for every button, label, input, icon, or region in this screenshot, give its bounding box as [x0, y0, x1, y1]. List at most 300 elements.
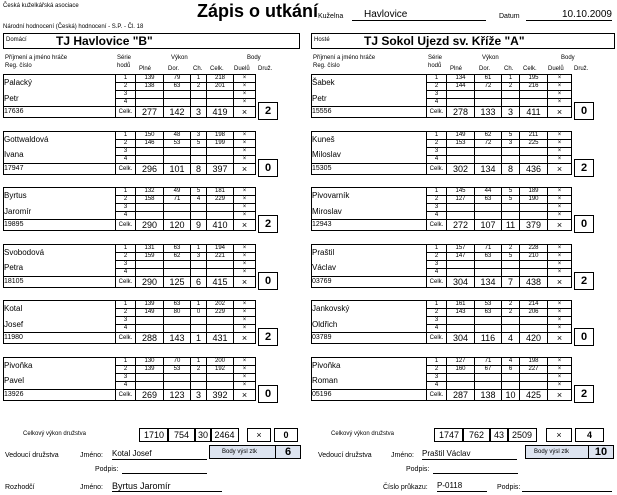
duel-mark: × — [548, 83, 572, 91]
away-player-block — [311, 357, 607, 414]
celk-label: Celk. — [427, 389, 447, 400]
game-cell: 63 — [475, 196, 502, 204]
duel-mark: × — [548, 163, 572, 174]
home-player-block — [3, 74, 299, 131]
referee-name: Byrtus Jaromír — [112, 481, 222, 492]
away-sign-label: Podpis: — [406, 466, 430, 473]
reg-number: 03789 — [312, 333, 427, 344]
sum-cell: 278 — [447, 107, 475, 118]
game-cell: 4 — [191, 196, 207, 204]
duel-mark: × — [234, 107, 256, 118]
game-cell — [136, 204, 164, 212]
duel-mark: × — [234, 333, 256, 344]
game-cell: 3 — [116, 373, 136, 381]
sum-cell: 9 — [191, 220, 207, 231]
col-celk: Celk. — [210, 66, 224, 72]
duel-mark: × — [548, 317, 572, 325]
game-cell — [164, 373, 191, 381]
home-total-row — [3, 427, 299, 441]
home-player-block — [3, 357, 299, 414]
col-dor: Dor. — [479, 66, 491, 72]
game-cell: 3 — [191, 131, 207, 139]
game-cell — [191, 91, 207, 99]
away-player-block — [311, 187, 607, 244]
game-cell — [475, 155, 502, 163]
sum-cell: 134 — [475, 163, 502, 174]
player-points: 2 — [258, 328, 278, 346]
game-cell: 5 — [502, 131, 520, 139]
game-cell: 229 — [207, 309, 234, 317]
sum-cell: 142 — [164, 107, 191, 118]
player-firstname: Petra — [4, 260, 116, 276]
game-cell: 62 — [475, 131, 502, 139]
game-cell: 2 — [427, 196, 447, 204]
player-surname: Pivoňka — [312, 357, 427, 373]
game-cell: 4 — [116, 99, 136, 107]
away-body-value: 10 — [588, 446, 613, 458]
game-cell: 139 — [136, 301, 164, 309]
col-player: Příjmení a jméno hráče — [313, 55, 376, 61]
game-cell: 3 — [427, 373, 447, 381]
player-surname: Byrtus — [4, 188, 116, 204]
game-cell: 1 — [116, 301, 136, 309]
away-name-label: Jméno: — [391, 452, 414, 459]
game-cell — [191, 373, 207, 381]
game-cell — [207, 260, 234, 268]
away-total-plne: 1747 — [434, 428, 464, 442]
game-cell — [475, 91, 502, 99]
duel-mark: × — [548, 252, 572, 260]
game-cell — [502, 325, 520, 333]
game-cell — [207, 204, 234, 212]
sum-cell: 431 — [207, 333, 234, 344]
sum-cell: 288 — [136, 333, 164, 344]
col-serie: Série — [428, 55, 443, 61]
player-firstname: Oldřich — [312, 317, 427, 333]
duel-mark: × — [234, 325, 256, 333]
home-leader-label: Vedoucí družstva — [5, 452, 59, 459]
duel-mark: × — [234, 75, 256, 83]
game-cell — [447, 325, 475, 333]
player-firstname: Josef — [4, 317, 116, 333]
game-cell — [475, 147, 502, 155]
game-cell — [136, 155, 164, 163]
game-cell: 206 — [520, 309, 548, 317]
game-cell: 1 — [427, 301, 447, 309]
game-cell — [164, 212, 191, 220]
game-row — [312, 188, 572, 196]
game-cell — [502, 147, 520, 155]
game-cell: 1 — [191, 75, 207, 83]
game-cell — [475, 325, 502, 333]
sum-cell: 290 — [136, 276, 164, 287]
sum-cell: 436 — [520, 163, 548, 174]
game-cell: 1 — [427, 188, 447, 196]
reg-number: 12943 — [312, 220, 427, 231]
reg-number: 15556 — [312, 107, 427, 118]
game-cell: 195 — [520, 75, 548, 83]
sum-cell: 302 — [447, 163, 475, 174]
game-row — [312, 373, 572, 381]
sum-cell: 290 — [136, 220, 164, 231]
home-block — [3, 52, 299, 413]
permit-value: P-0118 — [437, 481, 487, 492]
duel-mark: × — [234, 91, 256, 99]
game-cell: 199 — [207, 139, 234, 147]
reg-number: 13926 — [4, 389, 116, 400]
sum-cell: 116 — [475, 333, 502, 344]
player-points: 0 — [258, 385, 278, 403]
game-cell — [520, 268, 548, 276]
game-cell: 49 — [164, 188, 191, 196]
home-column-header — [3, 52, 299, 74]
game-cell: 192 — [207, 365, 234, 373]
sum-row — [4, 163, 256, 174]
away-total-label: Celkový výkon družstva — [331, 431, 395, 437]
duel-mark: × — [234, 365, 256, 373]
sum-cell: 392 — [207, 389, 234, 400]
game-cell: 3 — [116, 317, 136, 325]
reg-number: 17636 — [4, 107, 116, 118]
duel-mark: × — [234, 163, 256, 174]
game-cell: 2 — [116, 83, 136, 91]
reg-number: 19895 — [4, 220, 116, 231]
game-cell: 143 — [447, 309, 475, 317]
game-cell — [164, 91, 191, 99]
game-cell — [502, 212, 520, 220]
game-cell: 158 — [136, 196, 164, 204]
game-cell: 63 — [164, 244, 191, 252]
duel-mark: × — [234, 381, 256, 389]
game-cell — [447, 99, 475, 107]
home-total-plne: 1710 — [139, 428, 169, 442]
away-referee-sign-label: Podpis: — [497, 484, 521, 491]
game-cell — [136, 147, 164, 155]
game-cell — [502, 373, 520, 381]
game-cell — [191, 317, 207, 325]
game-cell: 2 — [502, 244, 520, 252]
away-total-celk: 2509 — [507, 428, 537, 442]
sum-cell: 138 — [475, 389, 502, 400]
home-name-label: Jméno: — [80, 452, 103, 459]
game-cell: 1 — [116, 357, 136, 365]
game-cell — [520, 91, 548, 99]
game-cell: 1 — [116, 244, 136, 252]
away-total-points: 4 — [575, 428, 604, 442]
game-cell: 210 — [520, 252, 548, 260]
game-cell — [475, 373, 502, 381]
game-cell — [191, 99, 207, 107]
game-cell: 5 — [502, 188, 520, 196]
game-cell: 63 — [475, 309, 502, 317]
game-row — [4, 373, 256, 381]
game-cell — [136, 212, 164, 220]
game-cell — [475, 99, 502, 107]
reg-number: 15305 — [312, 163, 427, 174]
duel-mark: × — [548, 212, 572, 220]
col-player: Příjmení a jméno hráče — [5, 55, 68, 61]
player-firstname: Pavel — [4, 373, 116, 389]
duel-mark: × — [548, 325, 572, 333]
away-body-box — [525, 445, 614, 459]
game-row — [312, 317, 572, 325]
game-cell — [447, 317, 475, 325]
game-cell — [207, 147, 234, 155]
col-dueli: Duelů — [548, 66, 564, 72]
duel-mark: × — [548, 333, 572, 344]
game-cell: 3 — [116, 147, 136, 155]
sum-row — [4, 107, 256, 118]
sum-row — [4, 220, 256, 231]
game-cell: 1 — [427, 75, 447, 83]
game-cell: 44 — [475, 188, 502, 196]
sum-cell: 296 — [136, 163, 164, 174]
away-team-box — [311, 33, 615, 49]
sum-cell: 10 — [502, 389, 520, 400]
player-firstname: Ivana — [4, 147, 116, 163]
game-cell: 3 — [427, 260, 447, 268]
duel-mark: × — [548, 244, 572, 252]
game-cell — [447, 268, 475, 276]
col-reg: Reg. číslo — [5, 63, 32, 69]
away-body-label: Body výsl ztk — [534, 449, 570, 455]
game-cell: 134 — [447, 75, 475, 83]
home-sign-line — [122, 463, 207, 474]
game-cell: 1 — [116, 131, 136, 139]
game-cell: 2 — [116, 252, 136, 260]
game-cell: 4 — [116, 325, 136, 333]
away-block — [311, 52, 607, 413]
away-label: Hosté — [314, 37, 330, 43]
game-cell: 80 — [164, 309, 191, 317]
date-label: Datum — [499, 13, 520, 20]
game-cell — [475, 268, 502, 276]
game-row — [4, 131, 256, 139]
game-cell: 201 — [207, 83, 234, 91]
game-row — [312, 147, 572, 155]
home-player-block — [3, 131, 299, 188]
game-cell — [136, 381, 164, 389]
game-row — [312, 301, 572, 309]
game-cell: 132 — [136, 188, 164, 196]
player-firstname: Petr — [4, 91, 116, 107]
home-leader-name: Kotal Josef — [112, 449, 207, 460]
player-points: 0 — [574, 215, 594, 233]
game-row — [312, 357, 572, 365]
celk-label: Celk. — [427, 107, 447, 118]
col-body: Body — [561, 55, 575, 61]
game-cell: 161 — [447, 301, 475, 309]
game-cell: 2 — [191, 83, 207, 91]
sum-cell: 123 — [164, 389, 191, 400]
game-cell: 127 — [447, 357, 475, 365]
home-body-value: 6 — [275, 446, 300, 458]
game-cell: 146 — [136, 139, 164, 147]
game-cell — [475, 317, 502, 325]
sum-row — [312, 107, 572, 118]
game-cell: 71 — [475, 357, 502, 365]
player-points: 2 — [574, 385, 594, 403]
game-cell — [447, 260, 475, 268]
col-plne: Plné — [139, 66, 152, 72]
game-cell: 198 — [520, 357, 548, 365]
duel-mark: × — [234, 268, 256, 276]
game-cell — [164, 155, 191, 163]
home-total-celk: 2464 — [210, 428, 239, 442]
game-cell — [475, 381, 502, 389]
game-cell: 139 — [136, 365, 164, 373]
sum-row — [312, 333, 572, 344]
duel-mark: × — [234, 204, 256, 212]
game-cell: 2 — [502, 301, 520, 309]
game-cell: 214 — [520, 301, 548, 309]
game-row — [312, 91, 572, 99]
game-cell — [475, 204, 502, 212]
game-cell — [136, 325, 164, 333]
game-cell — [447, 155, 475, 163]
duel-mark: × — [548, 107, 572, 118]
sum-row — [4, 333, 256, 344]
game-cell — [475, 212, 502, 220]
away-sign-line — [433, 463, 518, 474]
game-cell — [447, 212, 475, 220]
game-cell — [502, 91, 520, 99]
sum-cell: 101 — [164, 163, 191, 174]
duel-mark: × — [234, 131, 256, 139]
game-cell — [136, 99, 164, 107]
duel-mark: × — [234, 220, 256, 231]
away-total-ch: 43 — [489, 428, 509, 442]
game-row — [4, 244, 256, 252]
game-cell — [191, 147, 207, 155]
game-cell: 149 — [447, 131, 475, 139]
referee-label: Rozhodčí — [5, 484, 35, 491]
duel-mark: × — [234, 212, 256, 220]
away-referee-sign-line — [522, 481, 612, 492]
duel-mark: × — [234, 389, 256, 400]
game-cell: 225 — [520, 139, 548, 147]
game-cell: 62 — [164, 252, 191, 260]
game-cell: 2 — [427, 83, 447, 91]
game-cell — [447, 147, 475, 155]
game-cell: 2 — [427, 365, 447, 373]
game-cell: 5 — [191, 139, 207, 147]
col-reg: Reg. číslo — [313, 63, 340, 69]
player-points: 2 — [258, 102, 278, 120]
player-points: 0 — [574, 102, 594, 120]
game-cell — [502, 381, 520, 389]
game-cell: 181 — [207, 188, 234, 196]
duel-mark: × — [548, 220, 572, 231]
celk-label: Celk. — [116, 220, 136, 231]
game-cell — [520, 325, 548, 333]
game-cell — [520, 381, 548, 389]
game-cell — [502, 317, 520, 325]
game-row — [4, 75, 256, 83]
game-cell: 2 — [427, 252, 447, 260]
game-cell: 53 — [164, 365, 191, 373]
game-row — [312, 244, 572, 252]
game-cell: 130 — [136, 357, 164, 365]
game-cell — [207, 212, 234, 220]
game-cell: 149 — [136, 309, 164, 317]
reg-number: 03769 — [312, 276, 427, 287]
sum-cell: 134 — [475, 276, 502, 287]
away-column-header — [311, 52, 607, 74]
away-player-block — [311, 244, 607, 301]
sum-cell: 419 — [207, 107, 234, 118]
game-cell — [164, 260, 191, 268]
duel-mark: × — [234, 357, 256, 365]
game-cell: 1 — [191, 301, 207, 309]
sum-cell: 8 — [191, 163, 207, 174]
reg-number: 18105 — [4, 276, 116, 287]
game-cell — [502, 99, 520, 107]
game-cell — [191, 268, 207, 276]
game-cell: 2 — [116, 309, 136, 317]
home-team-box — [3, 33, 300, 49]
reg-number: 11980 — [4, 333, 116, 344]
home-total-x: × — [247, 428, 271, 442]
player-surname: Jankovský — [312, 301, 427, 317]
game-cell: 5 — [502, 196, 520, 204]
duel-mark: × — [548, 357, 572, 365]
game-cell: 194 — [207, 244, 234, 252]
sum-cell: 272 — [447, 220, 475, 231]
game-cell — [191, 381, 207, 389]
game-cell: 2 — [502, 309, 520, 317]
col-hodu: hodů — [428, 63, 442, 69]
game-cell: 2 — [116, 365, 136, 373]
game-cell — [520, 260, 548, 268]
reg-number: 17947 — [4, 163, 116, 174]
game-cell: 216 — [520, 83, 548, 91]
game-cell — [207, 373, 234, 381]
game-row — [4, 301, 256, 309]
game-row — [4, 188, 256, 196]
player-surname: Šabek — [312, 75, 427, 91]
duel-mark: × — [548, 147, 572, 155]
duel-mark: × — [548, 260, 572, 268]
sum-row — [312, 163, 572, 174]
game-cell: 3 — [116, 260, 136, 268]
reg-number: 05196 — [312, 389, 427, 400]
game-cell: 147 — [447, 252, 475, 260]
away-total-dor: 762 — [462, 428, 491, 442]
duel-mark: × — [548, 155, 572, 163]
col-vykon: Výkon — [482, 55, 499, 61]
player-points: 2 — [574, 272, 594, 290]
game-cell: 48 — [164, 131, 191, 139]
col-dueli: Duelů — [234, 66, 250, 72]
sum-cell: 120 — [164, 220, 191, 231]
duel-mark: × — [234, 309, 256, 317]
game-cell — [520, 99, 548, 107]
col-hodu: hodů — [117, 63, 131, 69]
game-cell: 6 — [502, 365, 520, 373]
game-cell: 1 — [427, 244, 447, 252]
game-cell: 63 — [164, 301, 191, 309]
player-surname: Svobodová — [4, 244, 116, 260]
home-team-name: TJ Havlovice "B" — [56, 34, 153, 48]
game-row — [4, 260, 256, 268]
game-cell: 67 — [475, 365, 502, 373]
game-cell: 157 — [447, 244, 475, 252]
game-cell: 53 — [475, 301, 502, 309]
player-points: 2 — [258, 215, 278, 233]
game-cell: 0 — [191, 309, 207, 317]
duel-mark: × — [548, 131, 572, 139]
